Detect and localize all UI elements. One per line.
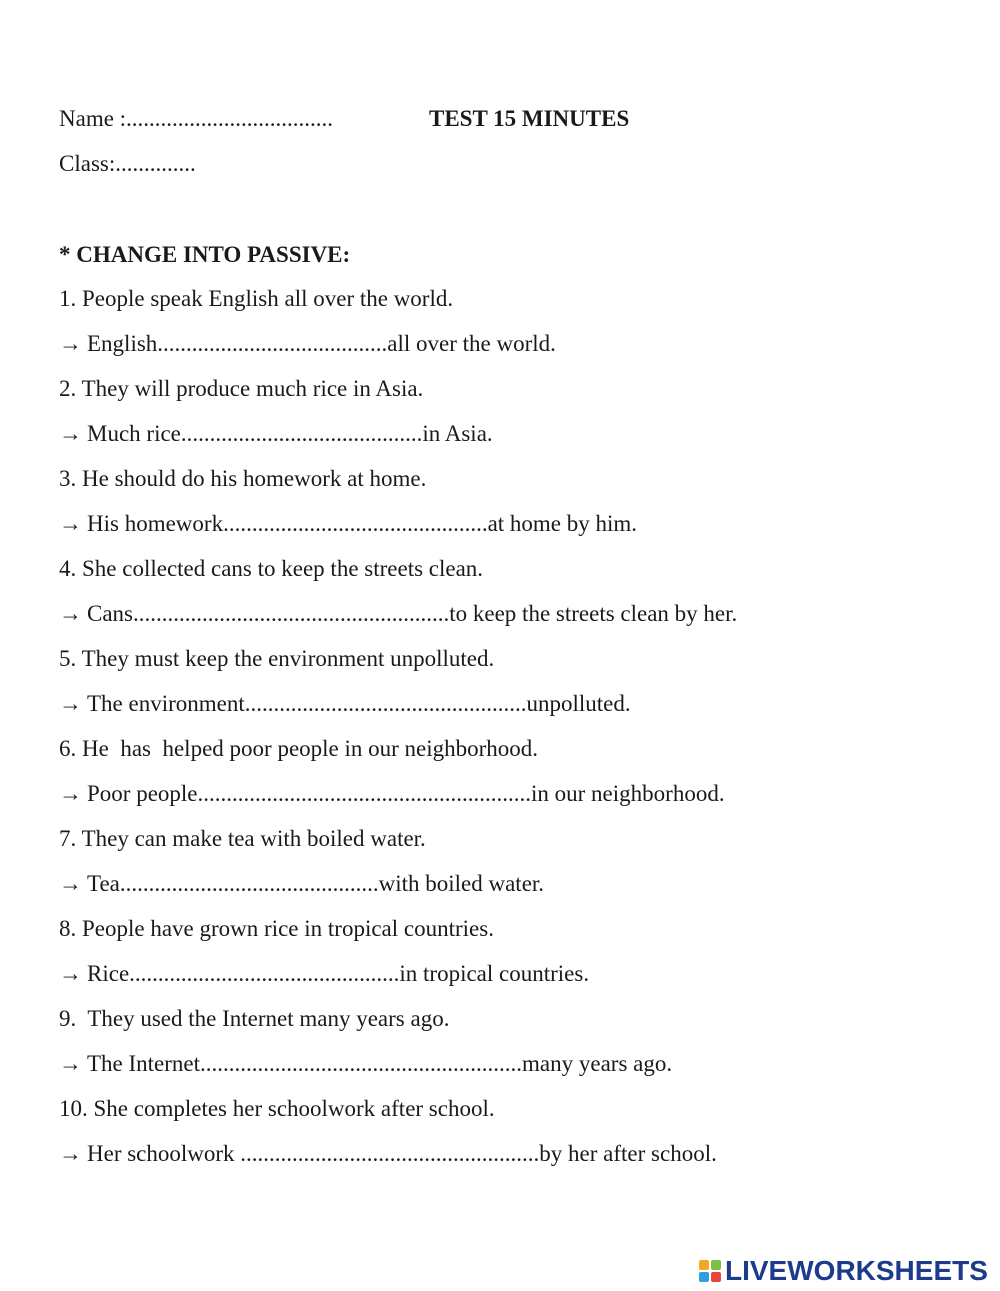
arrow-icon: → xyxy=(59,421,82,446)
answer-9 xyxy=(59,1049,672,1079)
answer-8 xyxy=(59,959,589,989)
answer-text: Tea.............................................with boiled water. xyxy=(87,871,545,896)
question-6: 6. He has helped poor people in our neighborhood. xyxy=(59,736,539,761)
question-9: 9. They used the Internet many years ago. xyxy=(59,1006,450,1031)
answer-6 xyxy=(59,779,725,809)
answer-text: The environment.................................................unpolluted. xyxy=(87,691,631,716)
logo-square-2 xyxy=(711,1260,721,1270)
arrow-icon: → xyxy=(59,871,82,896)
answer-text: His homework..............................................at home by him. xyxy=(87,511,638,536)
answer-text: Her schoolwork ....................................................by her after school. xyxy=(87,1141,717,1166)
answer-2 xyxy=(59,419,493,449)
question-4: 4. She collected cans to keep the streets clean. xyxy=(59,556,484,581)
answer-text: Rice...............................................in tropical countries. xyxy=(87,961,590,986)
answer-4 xyxy=(59,599,737,629)
name-field: Name :.................................... xyxy=(59,106,334,131)
question-3: 3. He should do his homework at home. xyxy=(59,466,427,491)
class-field: Class:.............. xyxy=(59,151,196,176)
logo-text: LIVEWORKSHEETS xyxy=(725,1255,988,1286)
liveworksheets-logo xyxy=(699,1256,988,1286)
instruction-heading: * CHANGE INTO PASSIVE: xyxy=(59,242,351,267)
logo-square-4 xyxy=(711,1272,721,1282)
answer-5 xyxy=(59,689,631,719)
answer-7 xyxy=(59,869,544,899)
arrow-icon: → xyxy=(59,1141,82,1166)
question-7: 7. They can make tea with boiled water. xyxy=(59,826,426,851)
answer-3 xyxy=(59,509,637,539)
test-title: TEST 15 MINUTES xyxy=(429,106,630,131)
question-5: 5. They must keep the environment unpolluted. xyxy=(59,646,495,671)
logo-square-1 xyxy=(699,1260,709,1270)
arrow-icon: → xyxy=(59,961,82,986)
answer-text: Much rice..........................................in Asia. xyxy=(87,421,493,446)
liveworksheets-logo-icon xyxy=(699,1260,721,1282)
arrow-icon: → xyxy=(59,691,82,716)
answer-text: Poor people..........................................................in our neighborhood. xyxy=(87,781,725,806)
question-8: 8. People have grown rice in tropical countries. xyxy=(59,916,494,941)
arrow-icon: → xyxy=(59,781,82,806)
answer-10 xyxy=(59,1139,717,1169)
arrow-icon: → xyxy=(59,1051,82,1076)
arrow-icon: → xyxy=(59,331,82,356)
logo-square-3 xyxy=(699,1272,709,1282)
question-2: 2. They will produce much rice in Asia. xyxy=(59,376,424,401)
answer-text: Cans.......................................................to keep the streets clean by her. xyxy=(87,601,738,626)
question-1: 1. People speak English all over the world. xyxy=(59,286,454,311)
answer-text: English........................................all over the world. xyxy=(87,331,556,356)
question-10: 10. She completes her schoolwork after school. xyxy=(59,1096,495,1121)
answer-1 xyxy=(59,329,556,359)
arrow-icon: → xyxy=(59,601,82,626)
arrow-icon: → xyxy=(59,511,82,536)
answer-text: The Internet........................................................many years ago. xyxy=(87,1051,673,1076)
